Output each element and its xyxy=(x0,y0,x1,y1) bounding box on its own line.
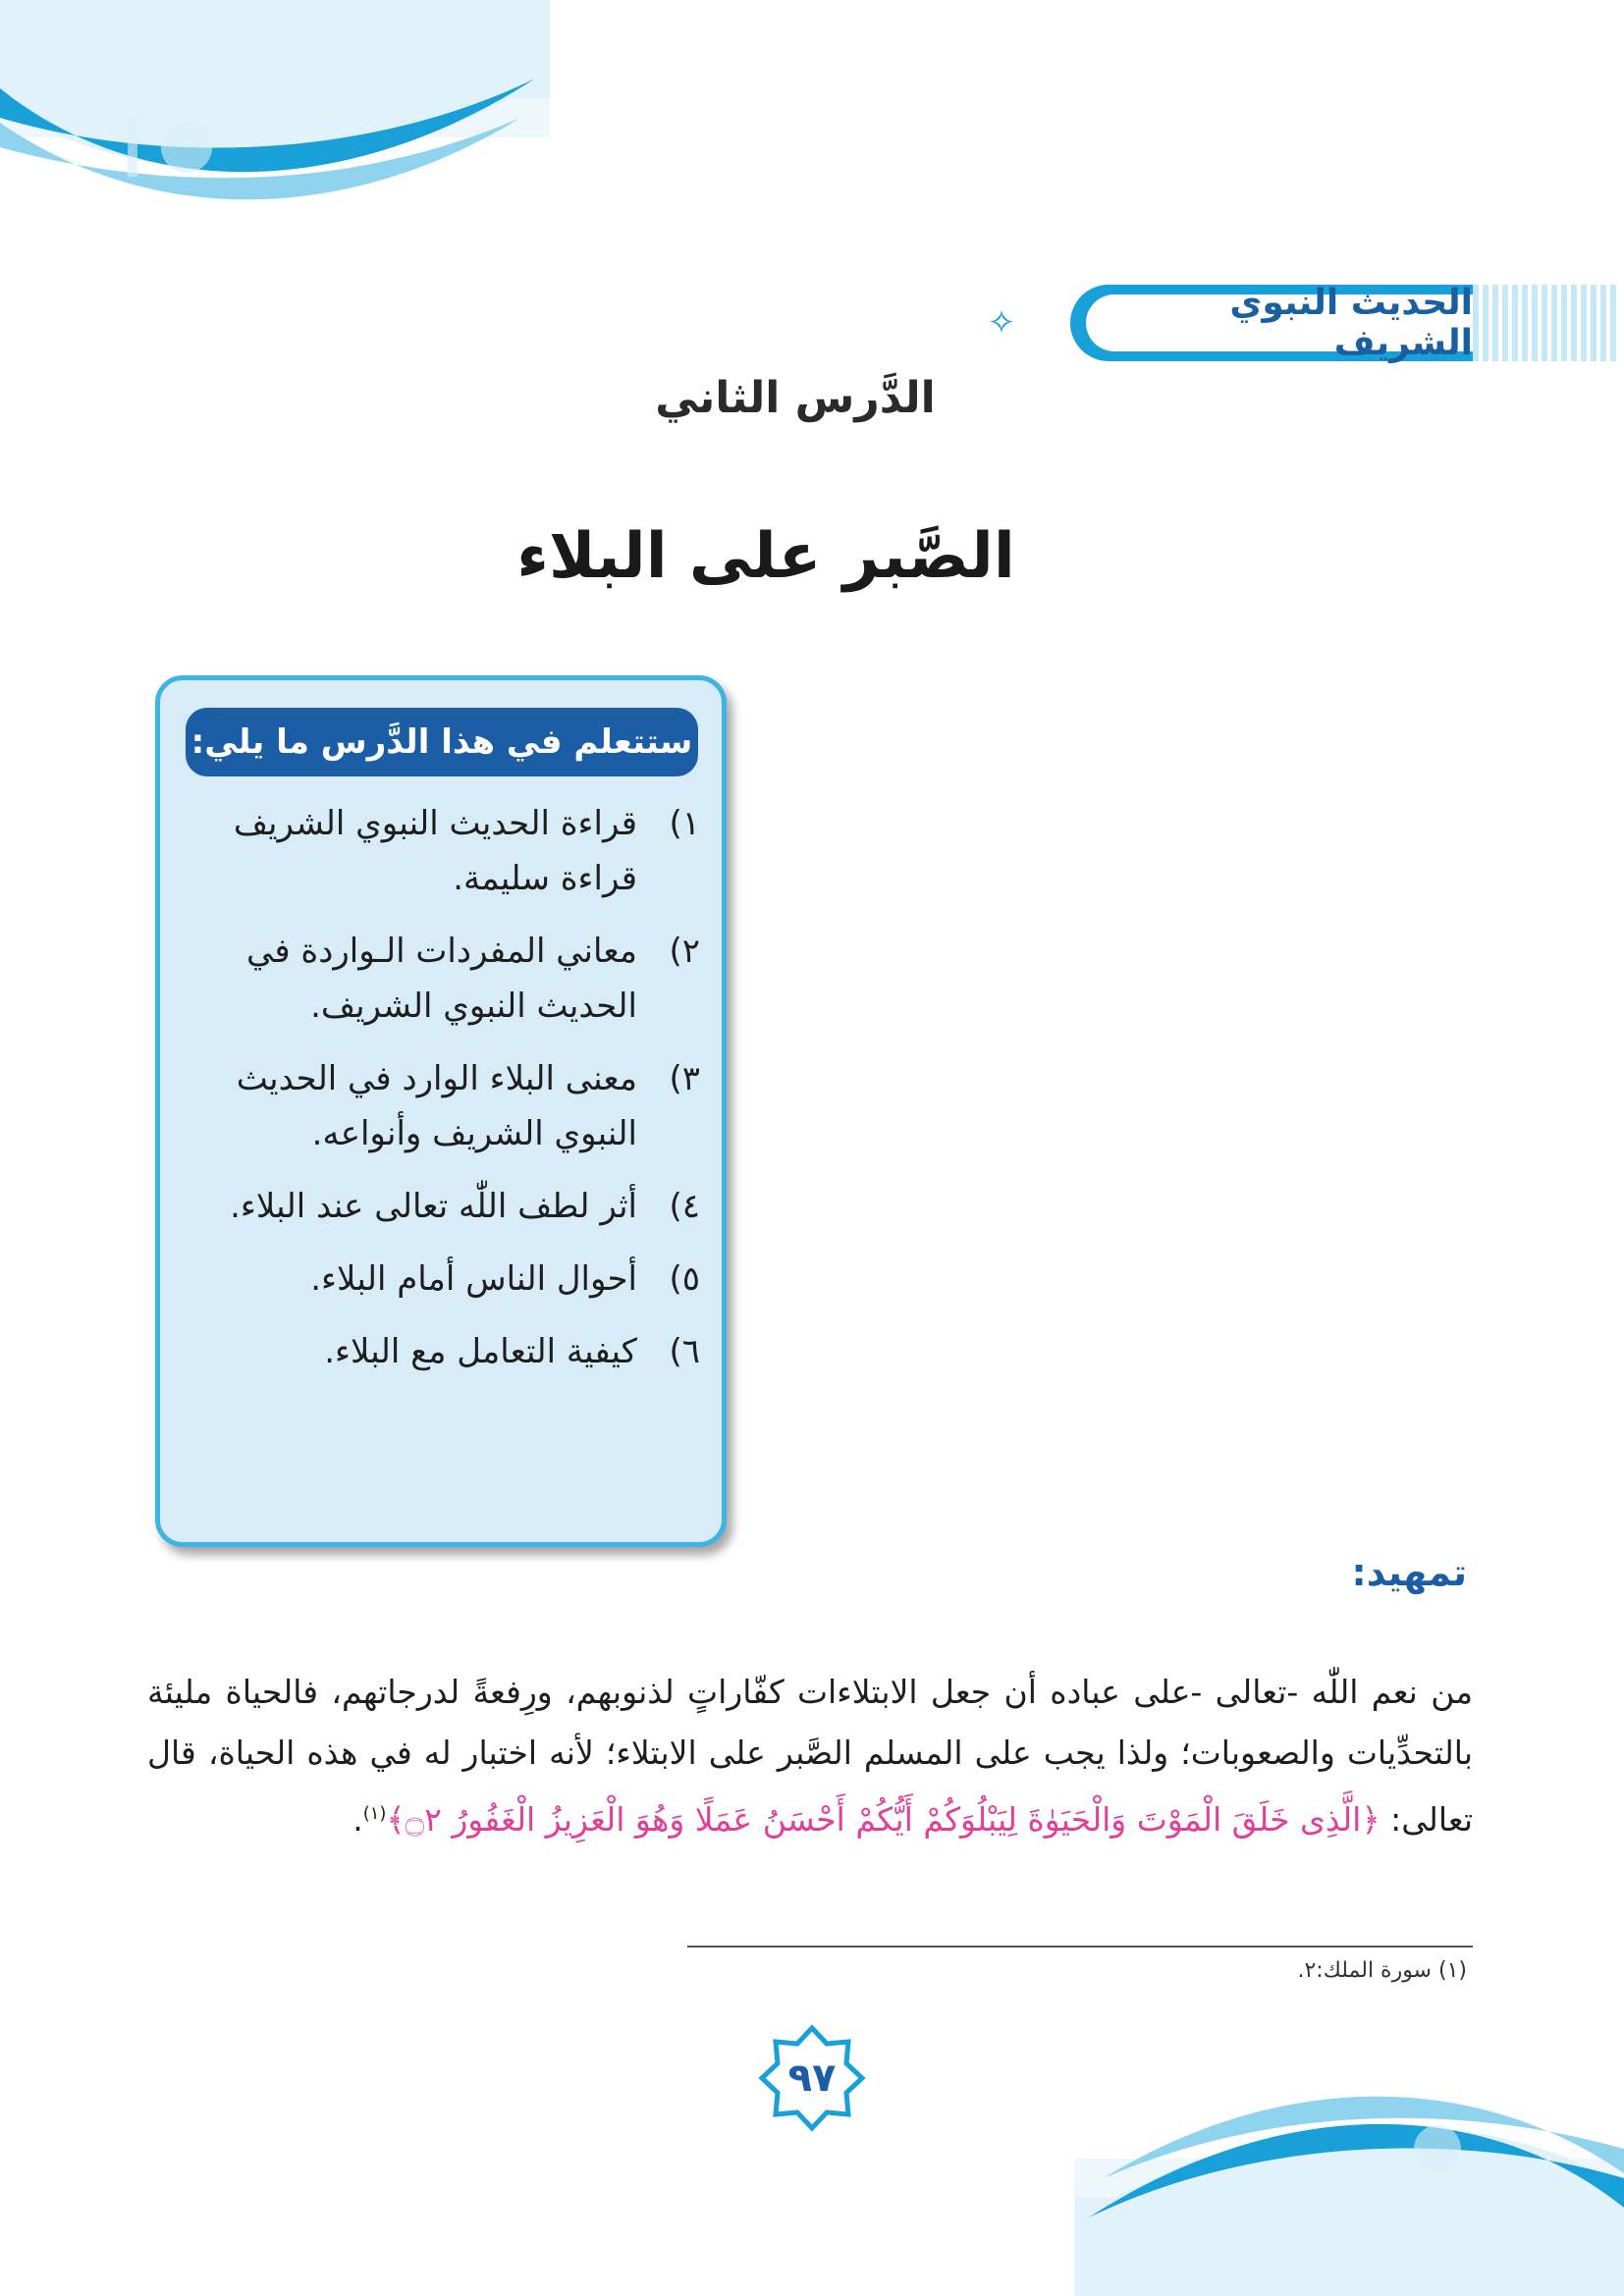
section-header-band xyxy=(982,285,1620,361)
lesson-number: الدَّرس الثاني xyxy=(655,373,936,423)
footnote-reference: (١) xyxy=(362,1803,387,1824)
objective-text: أثر لطف اللّٰه تعالى عند البلاء. xyxy=(230,1187,637,1226)
objectives-box xyxy=(155,675,727,1547)
objective-text: قراءة الحديث النبوي الشريف قراءة سليمة. xyxy=(233,804,637,898)
objective-number: ٢) xyxy=(669,932,700,971)
objective-item xyxy=(189,1252,700,1307)
ornament-icon: ✧ xyxy=(987,303,1016,343)
footnote: (١) سورة الملك:٢. xyxy=(1297,1958,1467,1983)
intro-end: . xyxy=(352,1800,363,1839)
bottom-decorative-wave xyxy=(1074,2041,1624,2296)
objective-number: ٤) xyxy=(669,1187,700,1226)
band-stripe-pattern xyxy=(1473,285,1620,361)
objective-text: كيفية التعامل مع البلاء. xyxy=(324,1332,637,1371)
objective-item xyxy=(189,1179,700,1234)
objective-number: ٦) xyxy=(669,1332,700,1371)
intro-heading: تمهيد: xyxy=(1351,1551,1467,1594)
top-decorative-wave xyxy=(0,0,550,255)
section-pill xyxy=(1070,285,1473,361)
page-number: ٩٧ xyxy=(787,2056,837,2101)
objective-number: ١) xyxy=(669,804,700,843)
lesson-title: الصَّبر على البلاء xyxy=(516,520,1015,593)
objective-text: معاني المفردات الـواردة في الحديث النبوي الشريف. xyxy=(246,932,637,1026)
objectives-header: ستتعلم في هذا الدَّرس ما يلي: xyxy=(186,708,698,776)
objectives-list xyxy=(189,796,700,1397)
intro-text: من نعم اللّٰه -تعالى -على عباده أن جعل الابتلاءات كفّاراتٍ لذنوبهم، ورِفعةً لدرجاتهم، فالحياة مليئة بالتحدِّيات والصعوبات؛ ولذا يجب على المسلم الصَّبر على الابتلاء؛ لأنه اختبار له في هذه الحياة، قال تعالى: xyxy=(147,1673,1473,1839)
objective-item xyxy=(189,924,700,1034)
objective-text: معنى البلاء الوارد في الحديث النبوي الشريف وأنواعه. xyxy=(236,1059,637,1153)
objective-item xyxy=(189,796,700,906)
footnote-divider xyxy=(687,1946,1473,1948)
intro-paragraph xyxy=(147,1662,1473,1850)
objective-number: ٣) xyxy=(669,1059,700,1098)
objective-number: ٥) xyxy=(669,1259,700,1299)
objective-item xyxy=(189,1324,700,1379)
section-title: الحديث النبوي الشريف xyxy=(1086,294,1473,351)
objective-text: أحوال الناس أمام البلاء. xyxy=(310,1259,637,1299)
objective-item xyxy=(189,1051,700,1161)
quran-verse: ﴿الَّذِى خَلَقَ الْمَوْتَ وَالْحَيَوٰةَ لِيَبْلُوَكُمْ أَيُّكُمْ أَحْسَنُ عَمَلًا وَهُوَ الْعَزِيزُ الْغَفُورُ ۝٢﴾ xyxy=(386,1800,1380,1839)
